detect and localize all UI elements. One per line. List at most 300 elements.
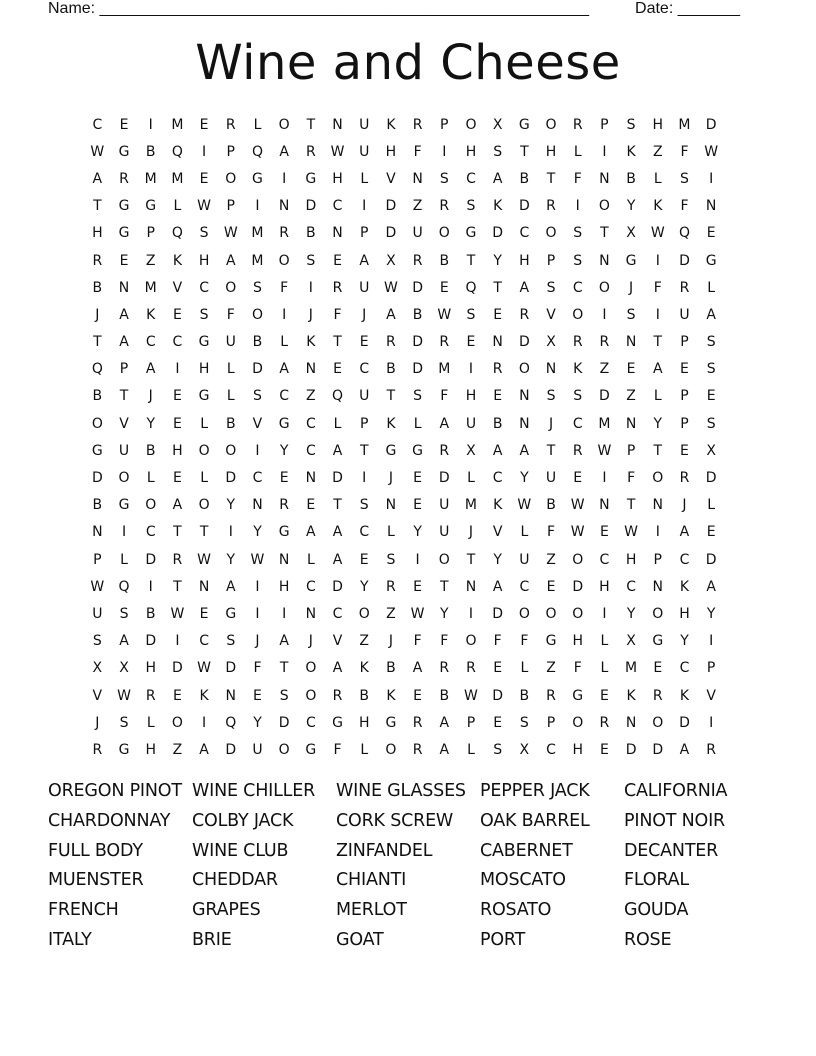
grid-letter: S [519,714,529,731]
word-bank-item: CABERNET [480,840,573,861]
grid-letter: W [597,442,612,459]
grid-letter: E [599,687,609,704]
grid-letter: O [305,660,317,677]
grid-letter: F [226,306,235,323]
grid-letter: J [308,306,313,323]
grid-letter: L [467,741,475,758]
grid-letter: P [146,225,155,242]
grid-letter: E [706,524,716,541]
grid-letter: C [572,415,583,432]
grid-letter: F [253,660,262,677]
grid-letter: O [465,633,477,650]
grid-letter: R [119,170,129,187]
grid-letter: T [279,660,289,677]
grid-letter: G [252,170,263,187]
grid-letter: D [332,470,343,487]
grid-letter: N [599,170,610,187]
grid-letter: O [572,551,584,568]
grid-letter: Z [306,388,316,405]
grid-letter: L [360,741,369,758]
word-bank-item: FULL BODY [48,840,143,861]
grid-letter: S [279,687,289,704]
grid-letter: N [705,198,717,215]
grid-letter: I [148,578,153,595]
grid-letter: E [493,306,503,323]
grid-letter: M [438,361,451,378]
grid-letter: J [148,388,153,405]
grid-letter: F [333,741,342,758]
grid-letter: E [493,388,503,405]
grid-letter: R [466,660,476,677]
grid-letter: R [92,741,103,758]
grid-letter: N [465,578,477,595]
grid-letter: U [252,741,263,758]
grid-row [84,193,744,220]
grid-letter: R [679,279,690,296]
grid-letter: L [360,170,369,187]
grid-letter: S [573,388,583,405]
grid-letter: Q [118,578,130,595]
grid-letter: G [465,225,477,242]
grid-row [84,492,744,519]
grid-letter: S [359,497,369,514]
grid-letter: D [332,578,343,595]
grid-letter: J [95,714,100,731]
grid-letter: U [359,279,370,296]
grid-letter: T [466,252,476,269]
grid-letter: R [546,687,556,704]
grid-letter: G [278,524,290,541]
grid-letter: R [679,470,690,487]
grid-letter: I [655,524,660,541]
grid-row [84,247,744,274]
grid-letter: S [546,388,556,405]
grid-letter: O [118,470,130,487]
grid-letter: S [626,306,636,323]
grid-letter: E [706,225,716,242]
grid-letter: O [652,714,664,731]
grid-letter: I [148,116,153,133]
grid-letter: Y [680,633,689,650]
grid-letter: L [573,143,582,160]
grid-letter: Z [546,551,556,568]
grid-letter: R [279,497,290,514]
grid-letter: H [332,170,343,187]
grid-letter: C [519,578,530,595]
grid-letter: V [492,524,503,541]
grid-letter: I [602,143,607,160]
grid-letter: E [306,497,316,514]
word-bank-item: OAK BARREL [480,810,590,831]
grid-letter: I [121,524,127,541]
grid-letter: B [546,497,556,514]
grid-letter: F [627,470,636,487]
grid-letter: I [362,198,367,215]
word-bank-item: OREGON PINOT [48,781,182,801]
grid-letter: N [198,578,210,595]
grid-letter: E [199,116,209,133]
grid-letter: N [118,279,130,296]
grid-letter: D [492,605,504,622]
grid-letter: J [255,633,260,650]
grid-letter: H [572,741,583,758]
word-bank-item: GRAPES [192,900,261,921]
grid-letter: G [572,687,584,704]
grid-letter: A [679,524,690,541]
grid-letter: S [253,279,262,296]
grid-letter: K [359,660,369,677]
grid-letter: P [680,415,689,432]
grid-letter: U [359,143,370,160]
grid-letter: Y [253,714,262,731]
grid-letter: O [545,605,557,622]
grid-letter: U [439,524,450,541]
grid-letter: W [650,225,665,242]
grid-letter: O [358,605,370,622]
grid-letter: H [652,116,664,133]
grid-letter: Y [226,551,236,568]
grid-letter: O [305,687,317,704]
grid-letter: D [518,334,530,351]
grid-letter: Y [706,605,716,622]
grid-letter: P [653,551,662,568]
grid-letter: Y [520,470,529,487]
grid-letter: O [278,252,290,269]
grid-letter: E [599,524,609,541]
grid-letter: D [679,714,690,731]
grid-letter: G [118,741,130,758]
grid-letter: Z [652,143,663,160]
grid-letter: R [225,116,236,133]
grid-letter: R [332,687,343,704]
grid-letter: W [250,551,265,568]
grid-letter: T [466,551,476,568]
grid-letter: S [253,388,262,405]
grid-letter: C [466,170,476,187]
grid-letter: I [282,306,287,323]
grid-letter: I [282,605,287,622]
grid-letter: I [255,578,260,595]
word-bank-item: PORT [480,929,526,950]
grid-letter: J [362,306,367,323]
grid-letter: C [599,551,610,568]
grid-letter: D [225,470,237,487]
grid-letter: J [308,633,313,650]
grid-letter: N [278,198,290,215]
word-bank [48,778,778,957]
grid-letter: L [467,470,475,487]
word-bank-item: MERLOT [336,900,407,921]
grid-letter: V [332,633,343,650]
grid-letter: E [172,306,182,323]
grid-letter: U [465,415,477,432]
grid-letter: X [92,660,103,677]
grid-letter: W [197,660,212,677]
grid-row [84,600,744,627]
grid-letter: I [255,442,260,459]
grid-letter: V [92,687,103,704]
grid-letter: S [306,252,316,269]
grid-row [84,628,744,655]
grid-letter: Y [493,551,502,568]
grid-letter: I [602,605,607,622]
grid-letter: S [92,633,102,650]
grid-letter: C [359,524,370,541]
grid-letter: Y [226,497,236,514]
grid-letter: D [278,714,290,731]
grid-letter: W [570,524,585,541]
grid-letter: W [437,306,452,323]
grid-letter: R [599,334,610,351]
grid-letter: C [359,361,370,378]
grid-letter: D [385,225,397,242]
grid-letter: F [547,524,556,541]
grid-letter: S [573,252,583,269]
grid-letter: O [518,605,530,622]
grid-letter: L [520,524,529,541]
grid-letter: B [252,334,263,351]
grid-letter: Z [626,388,636,405]
grid-letter: C [305,578,316,595]
grid-letter: O [652,470,664,487]
grid-letter: G [305,741,317,758]
grid-letter: L [600,633,609,650]
grid-letter: N [332,225,343,242]
grid-letter: I [442,143,447,160]
grid-letter: A [279,633,289,650]
grid-letter: C [172,334,183,351]
grid-letter: Z [546,660,556,677]
grid-letter: M [171,170,184,187]
grid-letter: S [199,306,209,323]
grid-letter: T [546,170,556,187]
grid-letter: D [492,225,504,242]
grid-letter: S [466,198,476,215]
grid-letter: E [413,497,423,514]
grid-letter: E [466,334,476,351]
grid-letter: G [118,497,130,514]
grid-letter: W [90,578,105,595]
grid-letter: V [706,687,716,704]
grid-letter: U [519,551,530,568]
grid-letter: M [144,279,157,296]
grid-letter: R [706,741,717,758]
word-bank-item: CHEDDAR [192,870,278,891]
grid-letter: O [225,170,237,187]
grid-letter: P [680,388,689,405]
grid-letter: J [682,497,687,514]
grid-letter: I [202,714,207,731]
grid-letter: B [492,415,503,432]
grid-letter: R [439,334,450,351]
grid-letter: K [493,198,503,215]
grid-row [84,356,744,383]
grid-row [84,111,744,138]
grid-letter: U [92,605,103,622]
grid-letter: F [493,633,502,650]
grid-letter: C [519,225,530,242]
grid-letter: V [172,279,183,296]
grid-letter: M [678,116,691,133]
grid-letter: N [599,252,610,269]
grid-letter: L [226,388,235,405]
word-bank-item: WINE GLASSES [336,781,466,801]
letter-grid [84,111,744,764]
grid-letter: A [199,741,209,758]
grid-letter: Y [626,605,636,622]
grid-letter: D [252,361,263,378]
grid-letter: L [653,170,662,187]
grid-letter: E [653,660,663,677]
grid-letter: P [466,714,476,731]
grid-letter: C [332,198,343,215]
grid-letter: B [386,660,396,677]
grid-letter: Y [146,415,155,432]
grid-letter: T [493,279,502,296]
grid-letter: E [119,116,129,133]
grid-letter: N [278,551,290,568]
grid-letter: S [386,551,396,568]
grid-letter: E [439,279,449,296]
grid-letter: C [626,578,636,595]
grid-row [84,301,744,328]
grid-letter: S [626,116,636,133]
grid-letter: L [306,551,315,568]
grid-letter: T [306,116,316,133]
grid-letter: A [332,524,343,541]
grid-letter: F [520,633,529,650]
grid-letter: O [225,442,237,459]
grid-letter: G [652,633,664,650]
grid-letter: Z [172,741,183,758]
grid-letter: U [118,442,130,459]
grid-letter: A [492,170,503,187]
grid-letter: T [333,334,342,351]
word-bank-item: GOUDA [624,900,689,921]
word-bank-item: CHARDONNAY [48,810,171,831]
grid-letter: T [626,497,636,514]
grid-letter: G [305,170,317,187]
grid-letter: A [119,334,129,351]
grid-letter: Y [440,605,449,622]
grid-letter: G [518,116,530,133]
grid-letter: L [226,361,235,378]
grid-letter: S [119,714,129,731]
grid-letter: N [252,497,263,514]
grid-row [84,682,744,709]
grid-letter: W [197,551,212,568]
grid-letter: V [119,415,129,432]
grid-letter: H [172,442,183,459]
grid-letter: S [466,306,476,323]
grid-letter: T [173,578,182,595]
grid-letter: I [282,170,287,187]
grid-letter: C [332,605,343,622]
grid-letter: I [308,279,313,296]
grid-row [84,546,744,573]
grid-letter: C [279,388,290,405]
grid-letter: D [625,741,637,758]
grid-letter: A [279,361,289,378]
grid-letter: A [519,279,530,296]
grid-letter: C [305,442,316,459]
grid-letter: P [600,116,609,133]
grid-letter: X [626,225,636,242]
grid-letter: R [412,741,423,758]
grid-letter: F [280,279,289,296]
grid-letter: E [626,361,636,378]
grid-letter: E [359,551,369,568]
grid-letter: F [413,143,422,160]
grid-letter: A [306,524,316,541]
grid-letter: D [305,198,317,215]
grid-letter: W [117,687,131,704]
grid-letter: I [709,633,714,650]
word-bank-item: FLORAL [624,870,689,891]
grid-row [84,220,744,247]
grid-letter: P [93,551,102,568]
grid-letter: K [172,252,182,269]
grid-letter: E [413,578,423,595]
grid-letter: R [386,334,396,351]
grid-letter: I [255,605,260,622]
grid-letter: U [545,470,557,487]
grid-letter: G [225,605,237,622]
grid-letter: F [680,143,689,160]
grid-letter: S [546,279,556,296]
grid-letter: R [412,714,423,731]
grid-letter: A [412,660,423,677]
grid-letter: Y [493,252,502,269]
grid-letter: R [572,334,583,351]
grid-letter: D [599,388,610,405]
grid-letter: U [412,225,423,242]
grid-letter: X [386,252,396,269]
grid-letter: O [225,279,237,296]
grid-letter: P [680,334,689,351]
grid-letter: H [92,225,103,242]
grid-letter: S [573,225,583,242]
name-field-label: Name: _______________________________________________________ [48,0,589,17]
grid-letter: A [519,442,530,459]
grid-letter: Q [332,388,344,405]
grid-letter: G [198,388,210,405]
grid-letter: C [199,633,209,650]
grid-letter: J [95,306,100,323]
grid-letter: I [709,170,714,187]
grid-letter: C [492,470,503,487]
grid-letter: G [198,334,210,351]
grid-letter: O [572,306,584,323]
grid-letter: A [386,306,396,323]
grid-letter: I [362,470,367,487]
word-bank-item: ROSE [624,929,672,950]
grid-letter: C [679,660,690,677]
grid-letter: M [251,225,264,242]
grid-letter: E [413,470,423,487]
grid-letter: R [172,551,183,568]
grid-letter: C [145,524,156,541]
grid-letter: D [225,741,237,758]
grid-letter: T [440,578,449,595]
grid-letter: B [145,605,156,622]
grid-letter: P [626,442,636,459]
grid-letter: L [120,551,128,568]
grid-letter: A [225,578,236,595]
grid-letter: M [464,497,478,514]
grid-letter: T [199,524,209,541]
grid-letter: I [709,714,714,731]
